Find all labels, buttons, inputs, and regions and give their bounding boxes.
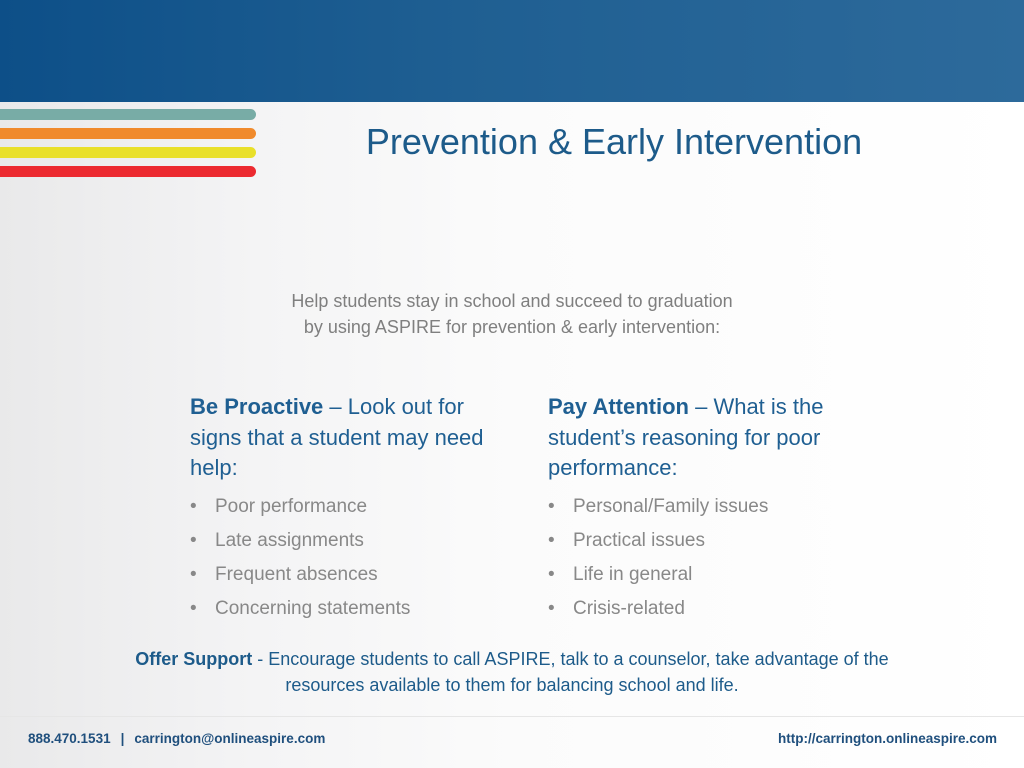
offer-support-description: - Encourage students to call ASPIRE, talk to a counselor, take advantage of the resources available to them for balancing school and life. <box>252 649 889 695</box>
intro-line-2: by using ASPIRE for prevention & early intervention: <box>303 317 721 337</box>
intro-line-1: Help students stay in school and succeed to graduation <box>291 291 733 311</box>
be-proactive-heading <box>190 392 490 484</box>
yellow-stripe <box>0 147 256 158</box>
bullet-icon: • <box>548 564 555 586</box>
list-item-label: Crisis-related <box>573 598 685 620</box>
list-item-label: Practical issues <box>573 529 705 551</box>
list-item-label: Personal/Family issues <box>573 495 769 517</box>
reasons-list <box>548 490 848 627</box>
footer-contact <box>28 731 325 746</box>
pay-attention-column <box>548 392 848 627</box>
warning-signs-list <box>190 490 490 627</box>
pay-attention-heading <box>548 392 848 484</box>
be-proactive-column <box>190 392 490 627</box>
footer-email[interactable]: carrington@onlineaspire.com <box>134 731 326 746</box>
list-item <box>190 592 490 626</box>
red-stripe <box>0 166 256 177</box>
bullet-icon: • <box>190 495 197 517</box>
list-item <box>190 524 490 558</box>
list-item <box>190 490 490 524</box>
list-item-label: Poor performance <box>215 495 368 517</box>
slide-title: Prevention & Early Intervention <box>365 121 863 162</box>
be-proactive-label: Be Proactive <box>190 394 324 419</box>
teal-stripe <box>0 109 256 120</box>
bullet-icon: • <box>190 564 197 586</box>
be-proactive-description: – Look out for signs that a student may need help: <box>190 394 484 480</box>
list-item-label: Late assignments <box>215 529 364 551</box>
list-item-label: Life in general <box>573 564 693 586</box>
pay-attention-label: Pay Attention <box>548 394 689 419</box>
bullet-icon: • <box>548 495 555 517</box>
list-item <box>190 558 490 592</box>
offer-support-label: Offer Support <box>135 649 253 669</box>
footer-url[interactable]: http://carrington.onlineaspire.com <box>777 731 997 746</box>
list-item <box>548 592 848 626</box>
bullet-icon: • <box>548 598 555 620</box>
list-item-label: Concerning statements <box>215 598 411 620</box>
pay-attention-description: – What is the student’s reasoning for poor performance: <box>548 394 824 480</box>
offer-support-text <box>100 646 924 698</box>
bullet-icon: • <box>190 529 197 551</box>
orange-stripe <box>0 128 256 139</box>
list-item <box>548 490 848 524</box>
list-item <box>548 558 848 592</box>
footer-phone: 888.470.1531 <box>28 731 111 746</box>
footer-divider <box>0 716 1024 717</box>
bullet-icon: • <box>190 598 197 620</box>
bullet-icon: • <box>548 529 555 551</box>
footer-separator: | <box>120 731 125 746</box>
list-item-label: Frequent absences <box>215 564 378 586</box>
header-banner <box>0 0 1024 102</box>
list-item <box>548 524 848 558</box>
intro-text <box>200 288 824 340</box>
